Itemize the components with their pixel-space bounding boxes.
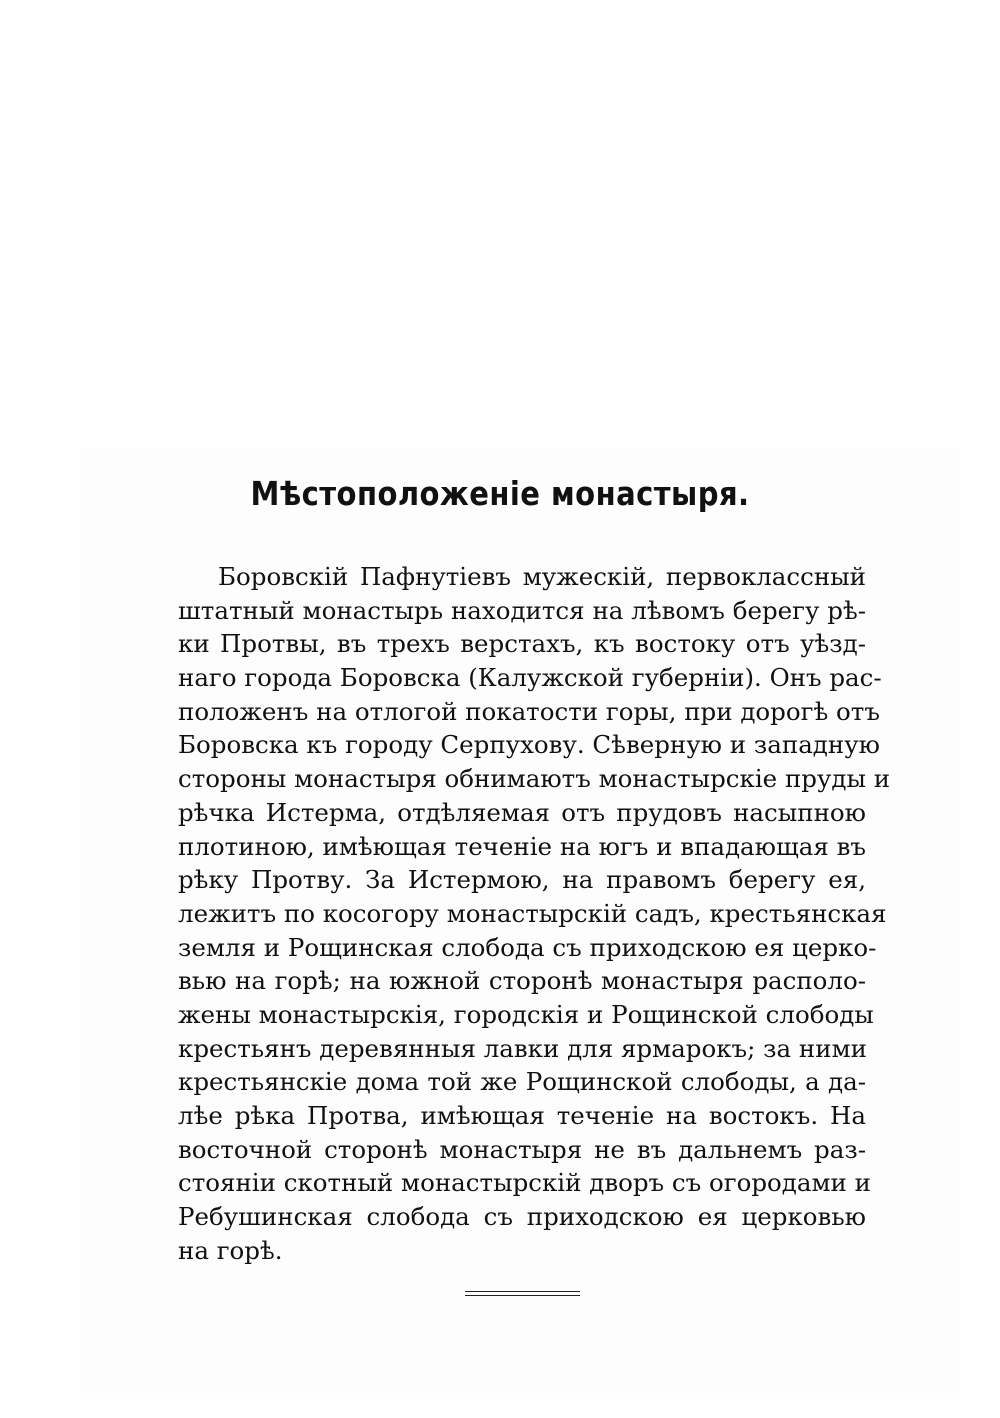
rule-line xyxy=(465,1291,580,1292)
paragraph-line: стояніи скотный монастырскій дворъ съ огородами и xyxy=(178,1168,871,1198)
paragraph-line: крестьянскіе дома той же Рощинской слободы, а да- xyxy=(178,1067,866,1097)
paragraph-line: наго города Боровска (Калужской губерніи). Онъ рас- xyxy=(178,663,882,693)
rule-line xyxy=(465,1295,580,1296)
paragraph-line: лежитъ по косогору монастырскій садъ, крестьянская xyxy=(178,898,887,928)
paragraph-line: рѣчка Истерма, отдѣляемая отъ прудовъ насыпною xyxy=(178,797,866,827)
paragraph-line: земля и Рощинская слобода съ приходскою ея церко- xyxy=(178,932,877,962)
section-end-double-rule xyxy=(465,1291,580,1296)
paragraph-line: вью на горѣ; на южной сторонѣ монастыря располо- xyxy=(178,966,866,996)
paragraph-line: штатный монастырь находится на лѣвомъ берегу рѣ- xyxy=(178,595,866,625)
paragraph-line: положенъ на отлогой покатости горы, при дорогѣ отъ xyxy=(178,696,880,726)
paragraph-line: лѣе рѣка Протва, имѣющая теченіе на востокъ. На xyxy=(178,1101,866,1130)
paragraph-line: рѣку Протву. За Истермою, на правомъ берегу ея, xyxy=(178,865,866,895)
paragraph-line: крестьянъ деревянныя лавки для ярмарокъ; за ними xyxy=(178,1033,867,1063)
paragraph xyxy=(178,560,891,1267)
paragraph-line: плотиною, имѣющая теченіе на югъ и впадающая въ xyxy=(178,831,866,861)
paragraph-line: восточной сторонѣ монастыря не въ дальнемъ раз- xyxy=(178,1134,866,1164)
paragraph-line: на горѣ. xyxy=(178,1235,283,1265)
paragraph-line: Боровска къ городу Серпухову. Сѣверную и западную xyxy=(178,730,880,760)
section-title: Мѣстоположеніе монастыря. xyxy=(250,474,750,513)
paragraph-line: стороны монастыря обнимаютъ монастырскіе пруды и xyxy=(178,764,891,794)
paragraph-line: жены монастырскія, городскія и Рощинской слободы xyxy=(178,999,874,1029)
paragraph-line: Ребушинская слобода съ приходскою ея церковью xyxy=(178,1202,866,1232)
paragraph-line: ки Протвы, въ трехъ верстахъ, къ востоку отъ уѣзд- xyxy=(178,629,866,659)
paragraph-line: Боровскій Пафнутіевъ мужескій, первоклассный xyxy=(218,562,866,591)
